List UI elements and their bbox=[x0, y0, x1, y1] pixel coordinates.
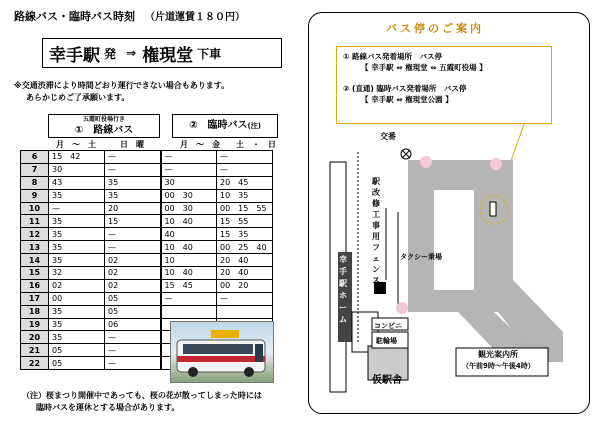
hour-cell: 14 bbox=[21, 254, 49, 267]
station-label: 幸手駅ホーム bbox=[339, 255, 347, 324]
day-weekday: 月 ～ 土 bbox=[56, 140, 96, 149]
time-cell: — bbox=[105, 331, 161, 344]
time-cell: 00 15 55 bbox=[217, 202, 273, 215]
page-title: 路線バス・臨時バス時刻 （片道運賃１８０円） bbox=[14, 10, 245, 23]
timetable-row bbox=[21, 279, 273, 292]
time-cell: 02 bbox=[105, 267, 161, 280]
timetable-row bbox=[21, 189, 273, 202]
time-cell: — bbox=[105, 228, 161, 241]
time-cell: 43 bbox=[49, 176, 105, 189]
bus-stop-icon bbox=[490, 202, 496, 216]
time-cell: 10 bbox=[161, 254, 217, 267]
timetable-row bbox=[21, 292, 273, 305]
timetable-row bbox=[21, 254, 273, 267]
time-cell: — bbox=[105, 163, 161, 176]
timetable-row bbox=[21, 151, 273, 164]
time-cell: 10 40 bbox=[161, 267, 217, 280]
time-cell: — bbox=[105, 241, 161, 254]
hour-cell: 20 bbox=[21, 331, 49, 344]
time-cell: — bbox=[105, 357, 161, 370]
bus-photo bbox=[170, 321, 274, 383]
hour-cell: 19 bbox=[21, 318, 49, 331]
day-weekday2: 月 ～ 金 bbox=[180, 140, 220, 149]
time-cell: — bbox=[161, 151, 217, 164]
timetable-row bbox=[21, 163, 273, 176]
timetable-row bbox=[21, 228, 273, 241]
time-cell: 35 bbox=[105, 176, 161, 189]
day-weekend2: 土 ・ 日 bbox=[236, 140, 276, 149]
route2-header: ② 臨時バス(注) bbox=[172, 114, 278, 138]
hour-cell: 9 bbox=[21, 189, 49, 202]
hour-cell: 18 bbox=[21, 305, 49, 318]
koban-label: 交番 bbox=[380, 132, 396, 141]
bicycle-label: 駐輪場 bbox=[376, 337, 397, 345]
time-cell: 30 bbox=[49, 163, 105, 176]
stop-info: ① 路線バス発着場所 バス停 【 幸手駅 ⇔ 権現堂 ⇔ 五霞町役場 】 ② (直通) 臨時バス発着場所 バス停 【 幸手駅 ⇔ 権現堂公園 】 bbox=[336, 46, 552, 124]
time-cell: 35 bbox=[49, 215, 105, 228]
time-cell: 15 55 bbox=[217, 215, 273, 228]
temp-station-label: 仮駅舎 bbox=[372, 375, 402, 386]
time-cell: 15 35 bbox=[217, 228, 273, 241]
hour-cell: 21 bbox=[21, 344, 49, 357]
hour-cell: 22 bbox=[21, 357, 49, 370]
time-cell bbox=[217, 305, 273, 318]
time-cell: 06 bbox=[105, 318, 161, 331]
construction-label: 駅改修工事用フェンス bbox=[372, 177, 380, 285]
time-cell: 20 bbox=[105, 202, 161, 215]
time-cell: 02 bbox=[49, 279, 105, 292]
timetable-row bbox=[21, 241, 273, 254]
time-cell: — bbox=[161, 163, 217, 176]
timetable-row bbox=[21, 215, 273, 228]
convenience-label: コンビニ bbox=[374, 322, 402, 330]
time-cell: 15 42 bbox=[49, 151, 105, 164]
hour-cell: 15 bbox=[21, 267, 49, 280]
timetable-row bbox=[21, 305, 273, 318]
time-cell: — bbox=[161, 292, 217, 305]
timetable-row bbox=[21, 176, 273, 189]
tourist-info-label: 観光案内所 bbox=[478, 350, 518, 359]
time-cell: 00 bbox=[49, 292, 105, 305]
hour-cell: 8 bbox=[21, 176, 49, 189]
time-cell bbox=[161, 305, 217, 318]
time-cell: 35 bbox=[49, 331, 105, 344]
time-cell: — bbox=[49, 202, 105, 215]
time-cell: 15 45 bbox=[161, 279, 217, 292]
time-cell: 35 bbox=[49, 189, 105, 202]
time-cell: 30 bbox=[161, 176, 217, 189]
route-box: 幸手駅 発 ⇒ 権現堂 下車 bbox=[42, 38, 282, 68]
cherry-blossom-icon bbox=[420, 156, 432, 168]
day-holiday: 日 曜 bbox=[120, 140, 144, 149]
time-cell: 35 bbox=[49, 241, 105, 254]
time-cell: 15 bbox=[105, 215, 161, 228]
time-cell: 10 40 bbox=[161, 215, 217, 228]
bus-icon bbox=[171, 322, 274, 383]
time-cell: 35 bbox=[49, 228, 105, 241]
time-cell: 10 35 bbox=[217, 189, 273, 202]
time-cell: — bbox=[105, 151, 161, 164]
time-cell: — bbox=[217, 151, 273, 164]
hour-cell: 11 bbox=[21, 215, 49, 228]
map-title: バス停のご案内 bbox=[386, 22, 484, 35]
time-cell: 20 40 bbox=[217, 267, 273, 280]
time-cell: — bbox=[105, 344, 161, 357]
tourist-hours-label: （午前9時～午後4時） bbox=[462, 362, 535, 370]
time-cell: 35 bbox=[49, 254, 105, 267]
footnote: （注）桜まつり開催中であっても、桜の花が散ってしまった時には 臨時バスを運休とする場合があります。 bbox=[22, 391, 262, 412]
hour-cell: 10 bbox=[21, 202, 49, 215]
station-map bbox=[308, 12, 590, 414]
time-cell: 02 bbox=[105, 254, 161, 267]
time-cell: 35 bbox=[49, 305, 105, 318]
time-cell: 00 30 bbox=[161, 202, 217, 215]
time-cell: — bbox=[217, 292, 273, 305]
time-cell: 00 25 40 bbox=[217, 241, 273, 254]
time-cell: — bbox=[217, 163, 273, 176]
time-cell: 05 bbox=[105, 292, 161, 305]
time-cell: 05 bbox=[105, 305, 161, 318]
time-cell: 10 40 bbox=[161, 241, 217, 254]
hour-cell: 7 bbox=[21, 163, 49, 176]
time-cell: 35 bbox=[105, 189, 161, 202]
hour-cell: 13 bbox=[21, 241, 49, 254]
taxi-island bbox=[434, 190, 474, 290]
time-cell: 02 bbox=[105, 279, 161, 292]
hour-cell: 16 bbox=[21, 279, 49, 292]
time-cell: 35 bbox=[49, 318, 105, 331]
taxi-label: タクシー乗場 bbox=[400, 253, 442, 261]
hour-cell: 17 bbox=[21, 292, 49, 305]
time-cell: 40 bbox=[161, 228, 217, 241]
hour-cell: 12 bbox=[21, 228, 49, 241]
time-cell: 20 45 bbox=[217, 176, 273, 189]
time-cell: 05 bbox=[49, 344, 105, 357]
time-cell: 32 bbox=[49, 267, 105, 280]
timetable-row bbox=[21, 267, 273, 280]
time-cell: 20 40 bbox=[217, 254, 273, 267]
time-cell: 00 30 bbox=[161, 189, 217, 202]
time-cell: 00 20 bbox=[217, 279, 273, 292]
route1-header: 五霞町役場行き ① 路線バス bbox=[48, 114, 160, 138]
notice: ※交通渋滞により時間どおり運行できない場合もあります。 あらかじめご了承願います。 bbox=[14, 81, 230, 102]
time-cell: 05 bbox=[49, 357, 105, 370]
hour-cell: 6 bbox=[21, 151, 49, 164]
timetable-row bbox=[21, 202, 273, 215]
